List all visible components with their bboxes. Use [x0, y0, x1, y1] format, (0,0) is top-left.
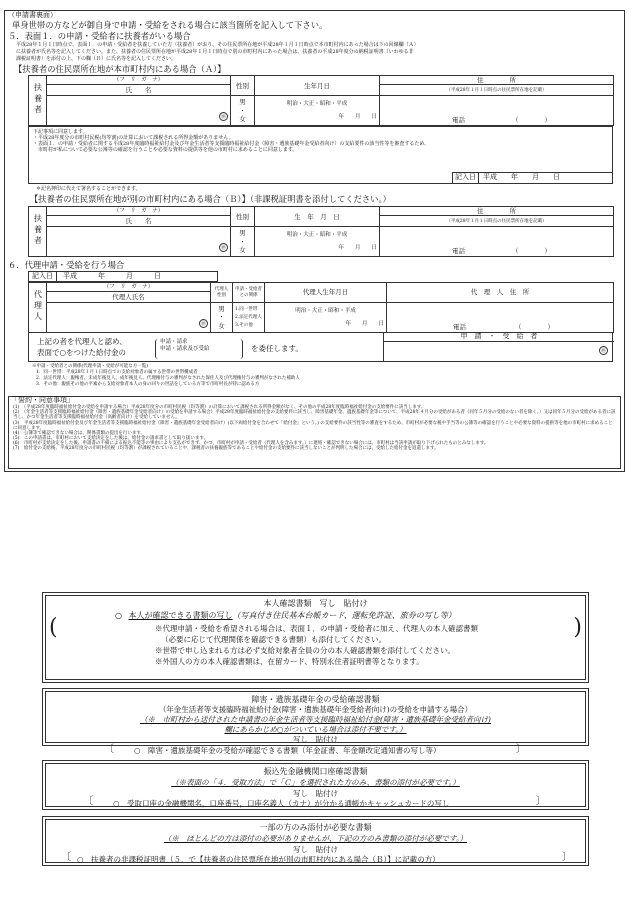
- guardian-name-field-a[interactable]: [47, 96, 231, 126]
- consent-date-label: 記入日: [453, 173, 479, 183]
- right-bracket: ): [573, 615, 582, 640]
- proxy-name-field[interactable]: [47, 303, 211, 333]
- id-main-paren: （写真付き住民基本台帳カード、運転免許証、旅券の写し等）: [232, 611, 456, 620]
- proxy-note-1: 1．同一世帯：平成28年１月１日時点での支給対象者の属する世帯の世帯構成者: [36, 370, 198, 375]
- pension-title: 障害・遺族基礎年金の受給確認書類: [251, 695, 380, 704]
- address-label-a: 住 所: [380, 76, 614, 85]
- sex-label-a: 性別: [231, 76, 255, 96]
- proxy-side-label: 代理人: [29, 283, 47, 333]
- bank-item: ○ 受取口座の金融機関名，口座番号，口座名義人（カナ）が分かる通帳かキャッシュカードの写し: [113, 799, 450, 808]
- proxy-birth-field[interactable]: 明治・大正・昭和・平成 年 月 日: [265, 303, 387, 333]
- address-field-b[interactable]: 電話 （ ）: [380, 227, 614, 257]
- pension-paste: 写し 貼付け: [293, 735, 338, 744]
- tax-bracket-right: 〕: [562, 852, 572, 863]
- proxy-date-box: [28, 271, 218, 282]
- consent-box: 下記事項に同意します。 ・平成28年度分の市町村民税(均等割)の計算において課税される所得金額がありません。 ・表面１．の申請・受給者に関する平成28年度臨時福祉給付金及び年金生活者等支援臨時福祉給付金（障害・遺族基礎年金受給者向け）の支給要件の該当性等を審査するため、 市町村が私について必要な公簿等の確認を行うことや必要な資料の提供等を他の市町村に求めることに同意します。 記入日 平成 年 月 日: [28, 126, 613, 184]
- pension-document-box[interactable]: [42, 688, 589, 746]
- sex-choice-b[interactable]: 男 ・ 女: [231, 227, 255, 257]
- left-bracket: (: [49, 615, 58, 640]
- guardian-table-a: [28, 75, 614, 126]
- proxy-note-0: ※申請・受給者との関係(代理申請・受給が可能な方一覧): [32, 364, 149, 369]
- pension-bracket-left: 〔: [104, 744, 114, 755]
- section5-note-3: 課税証明書）を添付の上、下の欄（Ｂ）に氏名等を記入してください。: [16, 56, 177, 62]
- id-main: 本人が確認できる書類の写し: [128, 611, 233, 620]
- address-sub-label-b: （平成28年１月１日時点の住民票所在地を記載）: [380, 216, 614, 227]
- delegation-line-2: 表面で○をつけた給付金の: [37, 348, 127, 357]
- bank-line-1: （※表面の「４．受取方法」で「Ｃ」を選択された方のみ、書類の添付が必要です。）: [171, 778, 460, 787]
- section5-note-1: 平成28年１月１日時点で、表面１．の申請・受給者を扶養していた方（扶養者）がおり、その住民票所在地が平成28年１月１日時点で本市町村内にあった場合は下の回線欄（Ａ）: [16, 42, 419, 48]
- id-line-4: ※外国人の方の本人確認書類は、在留カード、特別永住者証明書等となります。: [155, 657, 424, 666]
- bank-document-box[interactable]: [42, 760, 589, 810]
- proxy-sex-choice[interactable]: 男 ・ 女: [211, 303, 233, 333]
- address-label-b: 住 所: [380, 207, 614, 216]
- tax-title: 一部の方のみ添付が必要な書類: [259, 823, 372, 832]
- proxy-seal-mark: ㊞: [200, 321, 206, 327]
- relation-label: 申請・受給者との関係: [233, 283, 265, 303]
- tax-paste: 写し 貼付け: [293, 845, 338, 854]
- oath-item-4: (4) 公簿等で確認できない場合は、関係書類の提出を行います。: [13, 430, 146, 436]
- guardian-side-label-b: 扶養者: [29, 207, 47, 257]
- bank-paste: 写し 貼付け: [293, 789, 338, 798]
- sex-label-b: 性別: [231, 207, 255, 227]
- id-line-2: （必要に応じて代理関係を確認できる書類）も添付してください。: [161, 635, 386, 644]
- oath-item-3: (3) 平成28年度臨時福祉給付金及び年金生活者等支援臨時福祉給付金（障害・遺族基礎年金受給者向け）(以下両給付金を合わせて「給付金」という。) の支給要件の該当性等の審査をするため、市町村が必要な税や手当等の公簿等の確認を行うことや必要な資料の提供等を他の市町村に求めることに同意します。: [13, 420, 613, 431]
- address-sub-label-a: （平成28年１月１日時点の住民票所在地を記載）: [380, 85, 614, 96]
- pension-line-1: （年金生活者等支援臨時福祉給付金(障害・遺族基礎年金受給者向け)の受給を申請する場合）: [158, 705, 473, 714]
- proxy-furigana-label: （フ リ ガ ナ）: [47, 283, 211, 292]
- section6-title: ６．代理申請・受給を行う場合: [8, 260, 125, 270]
- guardian-side-label-a: 扶養者: [29, 76, 47, 126]
- delegation-box: [28, 332, 613, 362]
- id-box-title: 本人確認書類 写し 貼付け: [263, 599, 368, 608]
- birth-label-a: 生年月日: [255, 76, 380, 96]
- tax-document-box[interactable]: [42, 816, 589, 866]
- section5-a-title: 【扶養者の住民票所在地が本市町村内にある場合（Ａ）】: [14, 64, 226, 74]
- bank-title: 振込先金融機関口座確認書類: [263, 767, 368, 776]
- oath-item-5: (5) この申請書は、市町村において支給決定をした後は、給付金の請求書として取り扱います。: [13, 436, 209, 442]
- birth-field-b[interactable]: 明治・大正・昭和・平成 年 月 日: [255, 227, 380, 257]
- delegation-options[interactable]: 申請・請求 申請・請求及び受給: [155, 339, 243, 359]
- oath-title: 「誓約・同意事項」: [11, 396, 74, 404]
- proxy-sex-label: 代理人性別: [211, 283, 233, 303]
- proxy-date-field[interactable]: 平成 年 月 日: [63, 272, 161, 280]
- pension-line-3: 欄にあらかじめ○がついている場合は添付不要です。）: [224, 725, 407, 734]
- delegation-line-3: を委任します。: [251, 344, 303, 353]
- proxy-address-label: 代 理 人 住 所: [387, 283, 614, 303]
- bank-bracket-left: 〔: [83, 796, 93, 807]
- proxy-note-3: 3．その他：親族その他の平素から支給対象者本人の身の回りの世話をしている方等で市町村長が特に認める方: [36, 382, 260, 387]
- birth-field-a[interactable]: 明治・大正・昭和・平成 年 月 日: [255, 96, 380, 126]
- birth-label-b: 生 年 月 日: [255, 207, 380, 227]
- applicant-signature-area[interactable]: 申 請 ・ 受 給 者 ㊞: [383, 332, 614, 362]
- oath-item-7: (7) 給付金の支給後、平成28年度分の市町村民税（均等割）が課税されていることや、課税者の扶養親族等であることや給付金の支給要件に該当しないことが判明した場合には、受給した給付金を返還します。: [13, 446, 439, 452]
- pension-line-2: （※ 市町村から送付された申請書の年金生活者等支援臨時福祉給付金(障害・遺族基礎年金受給者向け): [140, 715, 491, 724]
- furigana-label-a: （フ リ ガ ナ）: [47, 76, 231, 85]
- section5-b-title: 【扶養者の住民票所在地が別の市町村内にある場合（Ｂ）】（非課税証明書を添付してください。）: [30, 194, 391, 204]
- address-field-a[interactable]: 電話 （ ）: [380, 96, 614, 126]
- name-label-b: 氏 名: [47, 216, 231, 227]
- intro-text: 単身世帯の方などが御自身で申請・受給をされる場合に該当箇所を記入して下さい。: [12, 20, 328, 30]
- consent-date-field[interactable]: 平成 年 月 日: [483, 173, 560, 181]
- bank-bracket-right: 〕: [536, 796, 546, 807]
- seal-mark-b: ㊞: [220, 245, 226, 252]
- id-line-1: ※代理申請・受給を希望される場合は、表面１．の申請・受給者に加え、代理人の本人確認書類: [155, 624, 478, 633]
- guardian-table-b: [28, 206, 614, 257]
- delegation-line-1: 上記の者を代理人と認め、: [37, 337, 127, 346]
- section5-note-2: に扶養者が氏名等を記入してください。また、扶養者の住民票所在地が平成28年１月１日時点で別の市町村内にあった場合は、扶養者の平成28年度分の納税証明書（いわゆる非: [16, 49, 414, 55]
- proxy-note-2: 2．法定代理人：親権者、未成年後見人、成年後見人、代理権付与の審判がなされた保佐人及び代理権付与の審判がなされた補助人: [36, 376, 300, 381]
- tax-line-1: （※ ほとんどの方は添付の必要がありませんが、下記の方のみ書類の添付が必要です。）: [163, 834, 468, 843]
- guardian-name-field-b[interactable]: [47, 227, 231, 257]
- id-circle: ○: [115, 611, 122, 620]
- oath-box: [8, 396, 621, 469]
- relation-options[interactable]: 1.同一世帯 2.法定代理人 3.その他: [233, 303, 265, 333]
- proxy-birth-label: 代理人生年月日: [265, 283, 387, 303]
- sex-choice-a[interactable]: 男 ・ 女: [231, 96, 255, 126]
- tax-bracket-left: 〔: [61, 852, 71, 863]
- furigana-label-b: （フ リ ガ ナ）: [47, 207, 231, 216]
- oath-item-2: (2) （年金生活者等支援臨時福祉給付金（障害・遺族基礎年金受給者向け）の受給を申請する場合）平成28年度臨時福祉給付金の支給要件に該当し、障害基礎年金、遺族基礎年金等について、平成28年４月分の受給がある者（同年５月分の受給のない者を除く。）又は同年５月分の受給がある者に該当し、かつ年金生活者等支援臨時福祉給付金（高齢者向け）を受給していません。: [13, 410, 616, 421]
- seal-note: ＊記名押印に代えて署名することができます。: [36, 186, 141, 192]
- proxy-date-label: 記入日: [29, 272, 57, 281]
- tax-item: ○ 扶養者の非課税証明書（５．で【扶養者の住民票所在地が別の市町村内にある場合（Ｂ）】に記載の方）: [77, 855, 440, 864]
- id-document-box[interactable]: [42, 592, 589, 683]
- name-label-a: 氏 名: [47, 85, 231, 96]
- page-tag: （申請書裏面）: [8, 11, 57, 19]
- proxy-name-label: 代理人氏名: [47, 292, 211, 303]
- pension-item: ○ 障害・遺族基礎年金の受給が確認できる書類（年金証書、年金額改定通知書の写し等）: [134, 746, 441, 755]
- id-line-3: ※世帯で申し込まれる方は必ず支給対象者全員の分の本人確認書類を添付してください。: [155, 646, 455, 655]
- section5-title: ５．表面１．の申請・受給者に扶養者がいる場合: [8, 31, 191, 41]
- pension-bracket-right: 〕: [516, 744, 526, 755]
- proxy-table: [28, 282, 614, 333]
- oath-item-6: (6) 市町村が支給決定をした後、申請書の不備による振込不能等の事由により支払ができず、かつ、市町村が申請・受給者（代理人を含みます。）に連絡・確認できない場合には、市町村は当該申請が取り下げられたものとみなします。: [13, 441, 489, 447]
- oath-item-1: (1) （平成28年度臨時福祉給付金の受給を申請する場合）平成28年度分の市町村民税（均等割）の計算において課税される所得金額がなく、その他の平成28年度臨時福祉給付金の支給要件に該当します。: [13, 405, 426, 410]
- proxy-address-field[interactable]: 電話 （ ）: [387, 303, 614, 333]
- seal-mark-a: ㊞: [220, 114, 226, 121]
